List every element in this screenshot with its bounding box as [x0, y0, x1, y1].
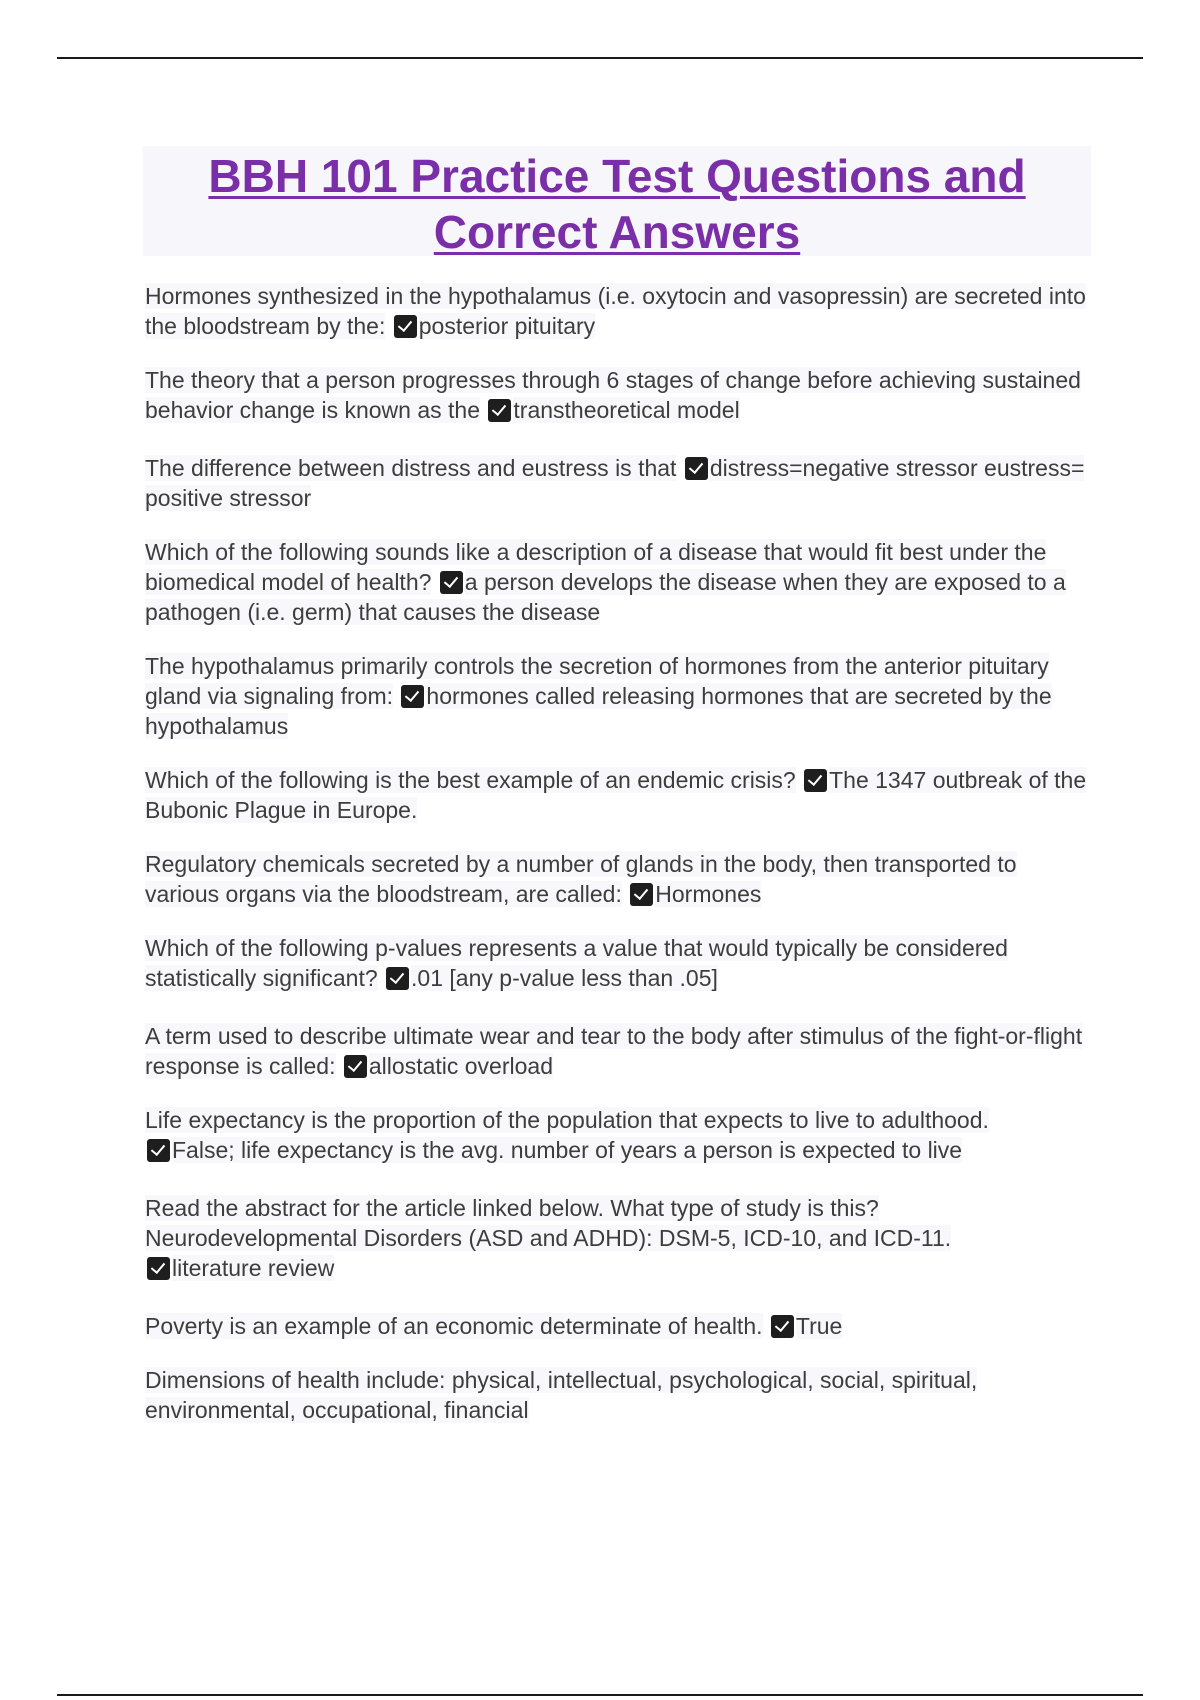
qa-item: [145, 1193, 1090, 1283]
question-text: Which of the following sounds like a description of a disease that would fit best under the biomedical model of health?: [145, 539, 1047, 595]
checkbox-checked-icon: [147, 1139, 170, 1162]
qa-item: [145, 1311, 1090, 1341]
answer-text: .01 [any p-value less than .05]: [411, 965, 718, 991]
title-line-2: Correct Answers: [433, 206, 801, 258]
qa-item: [145, 1365, 1090, 1425]
checkbox-checked-icon: [394, 315, 417, 338]
answer-text: True: [795, 1313, 843, 1339]
qa-item: [145, 1105, 1090, 1165]
qa-item: [145, 281, 1090, 341]
answer-text: posterior pituitary: [418, 313, 596, 339]
question-text: The difference between distress and eustress is that: [145, 455, 677, 481]
answer-text: False; life expectancy is the avg. number of years a person is expected to live: [172, 1137, 963, 1163]
qa-item: [145, 651, 1090, 741]
title-line-1: BBH 101 Practice Test Questions and: [208, 150, 1026, 202]
bottom-rule: [57, 1694, 1143, 1696]
checkbox-checked-icon: [440, 571, 463, 594]
answer-text: The 1347 outbreak of the Bubonic Plague in Europe.: [145, 767, 1087, 823]
checkbox-checked-icon: [804, 769, 827, 792]
question-text: Which of the following is the best example of an endemic crisis?: [145, 767, 796, 793]
answer-text: transtheoretical model: [513, 397, 740, 423]
answer-text: hormones called releasing hormones that are secreted by the hypothalamus: [145, 683, 1052, 739]
checkbox-checked-icon: [771, 1315, 794, 1338]
qa-item: [145, 765, 1090, 825]
question-text: Regulatory chemicals secreted by a number of glands in the body, then transported to various organs via the bloodstream, are called:: [145, 851, 1017, 907]
question-text: Read the abstract for the article linked below. What type of study is this? Neurodevelopmental Disorders (ASD and ADHD): DSM-5, ICD-10, and ICD-11.: [145, 1195, 952, 1251]
question-text: Poverty is an example of an economic determinate of health.: [145, 1313, 763, 1339]
checkbox-checked-icon: [147, 1257, 170, 1280]
answer-text: allostatic overload: [368, 1053, 553, 1079]
qa-item: [145, 453, 1090, 513]
checkbox-checked-icon: [685, 457, 708, 480]
answer-text: Hormones: [655, 881, 762, 907]
checkbox-checked-icon: [488, 399, 511, 422]
qa-item: [145, 849, 1090, 909]
top-rule: [57, 57, 1143, 59]
question-text: The hypothalamus primarily controls the secretion of hormones from the anterior pituitary gland via signaling from:: [145, 653, 1049, 709]
checkbox-checked-icon: [386, 967, 409, 990]
question-text: The theory that a person progresses through 6 stages of change before achieving sustained behavior change is known as the: [145, 367, 1081, 423]
question-text: Life expectancy is the proportion of the population that expects to live to adulthood.: [145, 1107, 989, 1133]
qa-item: [145, 933, 1090, 993]
answer-text: literature review: [172, 1255, 335, 1281]
question-text: Which of the following p-values represents a value that would typically be considered statistically significant?: [145, 935, 1008, 991]
qa-item: [145, 1021, 1090, 1081]
title-banner: [143, 146, 1091, 256]
checkbox-checked-icon: [630, 883, 653, 906]
question-text: Hormones synthesized in the hypothalamus (i.e. oxytocin and vasopressin) are secreted into the bloodstream by the:: [145, 283, 1086, 339]
question-text: A term used to describe ultimate wear and tear to the body after stimulus of the fight-or-flight response is called:: [145, 1023, 1083, 1079]
qa-item: [145, 537, 1090, 627]
answer-text: a person develops the disease when they are exposed to a pathogen (i.e. germ) that causes the disease: [145, 569, 1066, 625]
checkbox-checked-icon: [401, 685, 424, 708]
checkbox-checked-icon: [344, 1055, 367, 1078]
answer-text: distress=negative stressor eustress= positive stressor: [145, 455, 1085, 511]
question-text: Dimensions of health include: physical, intellectual, psychological, social, spiritual, environmental, occupational, financial: [145, 1367, 978, 1423]
page-title: [143, 146, 1091, 260]
qa-item: [145, 365, 1090, 425]
qa-list: [145, 281, 1090, 1449]
